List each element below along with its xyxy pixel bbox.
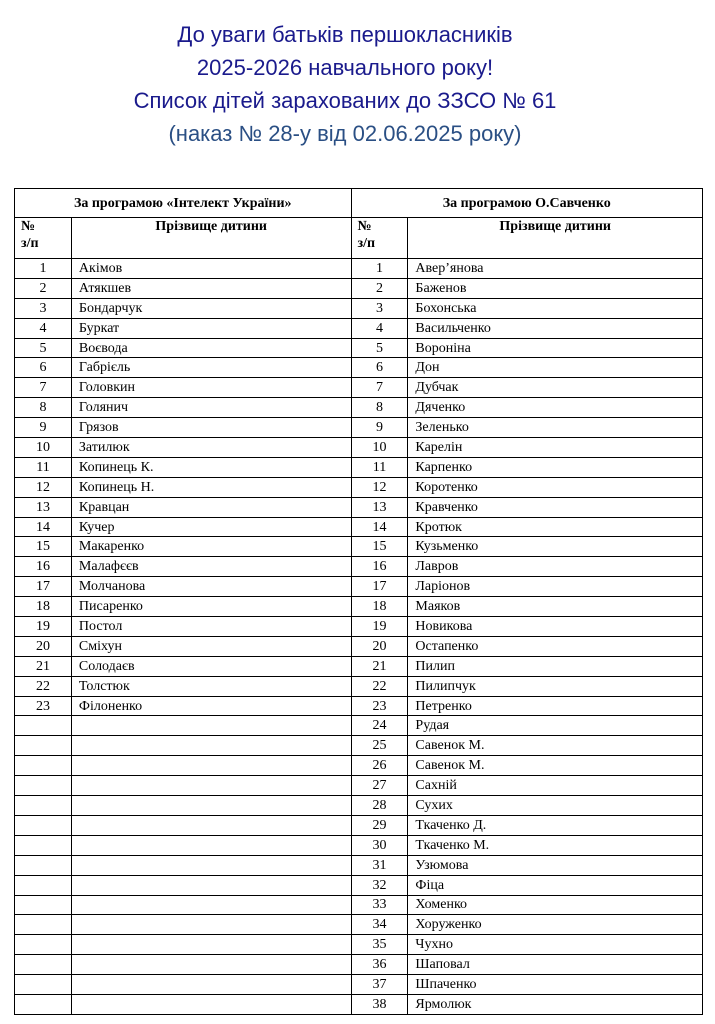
right-number-cell: 31	[351, 855, 408, 875]
left-number-cell	[15, 835, 72, 855]
right-name-cell: Карелін	[408, 438, 703, 458]
left-name-cell: Затилюк	[71, 438, 351, 458]
table-row	[15, 815, 703, 835]
right-name-cell: Шпаченко	[408, 975, 703, 995]
right-number-cell: 14	[351, 517, 408, 537]
right-name-cell: Сухих	[408, 796, 703, 816]
left-number-cell: 9	[15, 418, 72, 438]
left-number-cell: 2	[15, 278, 72, 298]
left-name-cell: Толстюк	[71, 676, 351, 696]
right-number-cell: 13	[351, 497, 408, 517]
right-name-cell: Шаповал	[408, 955, 703, 975]
left-number-cell	[15, 915, 72, 935]
left-name-cell: Постол	[71, 617, 351, 637]
left-name-cell	[71, 815, 351, 835]
left-number-cell	[15, 895, 72, 915]
table-row	[15, 935, 703, 955]
left-number-cell	[15, 875, 72, 895]
right-number-cell: 28	[351, 796, 408, 816]
table-row	[15, 994, 703, 1014]
table-row	[15, 378, 703, 398]
right-number-cell: 10	[351, 438, 408, 458]
table-row	[15, 875, 703, 895]
table-row	[15, 418, 703, 438]
left-name-cell: Габрієль	[71, 358, 351, 378]
right-name-cell: Карпенко	[408, 457, 703, 477]
left-name-cell: Сміхун	[71, 636, 351, 656]
table-row	[15, 716, 703, 736]
right-name-cell: Новикова	[408, 617, 703, 637]
table-row	[15, 557, 703, 577]
left-name-cell: Писаренко	[71, 597, 351, 617]
right-number-cell: 16	[351, 557, 408, 577]
left-name-cell: Молчанова	[71, 577, 351, 597]
table-row	[15, 796, 703, 816]
left-name-cell: Головкин	[71, 378, 351, 398]
left-number-cell: 15	[15, 537, 72, 557]
left-number-cell: 7	[15, 378, 72, 398]
left-number-cell: 3	[15, 298, 72, 318]
right-name-cell: Васильченко	[408, 318, 703, 338]
left-number-cell	[15, 815, 72, 835]
table-row	[15, 676, 703, 696]
left-name-cell	[71, 975, 351, 995]
table-row	[15, 517, 703, 537]
left-number-cell	[15, 716, 72, 736]
left-number-cell: 16	[15, 557, 72, 577]
table-row	[15, 497, 703, 517]
right-number-cell: 17	[351, 577, 408, 597]
right-number-cell: 32	[351, 875, 408, 895]
right-name-cell: Пилип	[408, 656, 703, 676]
right-name-cell: Вороніна	[408, 338, 703, 358]
right-name-header: Прізвище дитини	[408, 218, 703, 259]
right-number-cell: 30	[351, 835, 408, 855]
right-name-cell: Савенок М.	[408, 736, 703, 756]
left-name-cell: Бондарчук	[71, 298, 351, 318]
table-row	[15, 358, 703, 378]
left-name-cell	[71, 756, 351, 776]
left-name-cell	[71, 796, 351, 816]
table-row	[15, 835, 703, 855]
table-row	[15, 278, 703, 298]
left-name-cell	[71, 776, 351, 796]
left-name-cell	[71, 895, 351, 915]
right-number-cell: 18	[351, 597, 408, 617]
left-number-cell	[15, 975, 72, 995]
left-name-cell: Макаренко	[71, 537, 351, 557]
table-row	[15, 298, 703, 318]
table-row	[15, 636, 703, 656]
header-line-2: 2025-2026 навчального року!	[196, 55, 494, 80]
right-name-cell: Кротюк	[408, 517, 703, 537]
table-row	[15, 259, 703, 279]
right-name-cell: Ткаченко М.	[408, 835, 703, 855]
left-number-cell: 10	[15, 438, 72, 458]
table-row	[15, 477, 703, 497]
right-number-cell: 23	[351, 696, 408, 716]
right-name-cell: Петренко	[408, 696, 703, 716]
right-number-cell: 19	[351, 617, 408, 637]
right-number-cell: 35	[351, 935, 408, 955]
right-number-cell: 8	[351, 398, 408, 418]
left-number-cell: 13	[15, 497, 72, 517]
table-row	[15, 338, 703, 358]
right-name-cell: Ярмолюк	[408, 994, 703, 1014]
left-number-cell: 4	[15, 318, 72, 338]
right-number-cell: 27	[351, 776, 408, 796]
right-name-cell: Баженов	[408, 278, 703, 298]
left-name-cell	[71, 915, 351, 935]
announcement-header	[0, 18, 690, 150]
left-number-cell: 21	[15, 656, 72, 676]
right-number-cell: 4	[351, 318, 408, 338]
right-number-cell: 7	[351, 378, 408, 398]
table-row	[15, 696, 703, 716]
left-number-cell: 11	[15, 457, 72, 477]
left-name-header: Прізвище дитини	[71, 218, 351, 259]
table-row	[15, 318, 703, 338]
left-name-cell: Голянич	[71, 398, 351, 418]
table-row	[15, 756, 703, 776]
header-line-3: Список дітей зарахованих до ЗЗСО № 61	[133, 88, 557, 113]
left-number-cell: 14	[15, 517, 72, 537]
right-number-cell: 25	[351, 736, 408, 756]
right-name-cell: Кузьменко	[408, 537, 703, 557]
left-name-cell: Кравцан	[71, 497, 351, 517]
right-name-cell: Ларіонов	[408, 577, 703, 597]
right-program-header: За програмою О.Савченко	[351, 189, 703, 218]
table-row	[15, 955, 703, 975]
right-number-cell: 22	[351, 676, 408, 696]
left-number-cell: 12	[15, 477, 72, 497]
left-number-cell: 19	[15, 617, 72, 637]
left-name-cell	[71, 935, 351, 955]
right-number-cell: 36	[351, 955, 408, 975]
left-name-cell: Буркат	[71, 318, 351, 338]
right-name-cell: Лавров	[408, 557, 703, 577]
right-name-cell: Дяченко	[408, 398, 703, 418]
left-number-cell: 23	[15, 696, 72, 716]
right-name-cell: Ткаченко Д.	[408, 815, 703, 835]
table-row	[15, 577, 703, 597]
left-number-cell	[15, 776, 72, 796]
right-name-cell: Хоруженко	[408, 915, 703, 935]
right-name-cell: Дон	[408, 358, 703, 378]
left-number-cell: 18	[15, 597, 72, 617]
enrollment-table	[14, 188, 703, 1015]
left-name-cell	[71, 955, 351, 975]
left-number-cell: 6	[15, 358, 72, 378]
right-number-cell: 3	[351, 298, 408, 318]
right-number-cell: 26	[351, 756, 408, 776]
right-name-cell: Пилипчук	[408, 676, 703, 696]
table-row	[15, 776, 703, 796]
left-name-cell: Кучер	[71, 517, 351, 537]
right-name-cell: Дубчак	[408, 378, 703, 398]
left-name-cell: Малафєєв	[71, 557, 351, 577]
right-number-cell: 29	[351, 815, 408, 835]
table-row	[15, 398, 703, 418]
table-row	[15, 736, 703, 756]
left-name-cell: Філоненко	[71, 696, 351, 716]
order-reference: (наказ № 28-у від 02.06.2025 року)	[168, 121, 522, 146]
left-program-header: За програмою «Інтелект України»	[15, 189, 352, 218]
right-name-cell: Сахній	[408, 776, 703, 796]
right-name-cell: Рудая	[408, 716, 703, 736]
right-number-cell: 2	[351, 278, 408, 298]
table-row	[15, 855, 703, 875]
left-number-cell	[15, 935, 72, 955]
left-number-cell: 17	[15, 577, 72, 597]
right-name-cell: Кравченко	[408, 497, 703, 517]
table-row	[15, 537, 703, 557]
right-number-cell: 38	[351, 994, 408, 1014]
right-name-cell: Бохонська	[408, 298, 703, 318]
right-name-cell: Фіца	[408, 875, 703, 895]
right-name-cell: Маяков	[408, 597, 703, 617]
right-number-cell: 34	[351, 915, 408, 935]
left-name-cell	[71, 875, 351, 895]
left-number-cell	[15, 994, 72, 1014]
left-name-cell	[71, 716, 351, 736]
left-number-cell	[15, 796, 72, 816]
left-number-cell	[15, 955, 72, 975]
right-name-cell: Остапенко	[408, 636, 703, 656]
left-name-cell	[71, 994, 351, 1014]
table-row	[15, 457, 703, 477]
left-number-cell: 1	[15, 259, 72, 279]
right-number-cell: 33	[351, 895, 408, 915]
right-number-cell: 15	[351, 537, 408, 557]
table-row	[15, 597, 703, 617]
left-name-cell: Атякшев	[71, 278, 351, 298]
left-number-cell: 8	[15, 398, 72, 418]
right-name-cell: Хоменко	[408, 895, 703, 915]
right-number-cell: 24	[351, 716, 408, 736]
right-name-cell: Зеленько	[408, 418, 703, 438]
right-name-cell: Авер’янова	[408, 259, 703, 279]
table-row	[15, 915, 703, 935]
right-number-cell: 6	[351, 358, 408, 378]
table-row	[15, 656, 703, 676]
left-name-cell	[71, 736, 351, 756]
left-name-cell: Копинець К.	[71, 457, 351, 477]
right-number-cell: 12	[351, 477, 408, 497]
right-name-cell: Коротенко	[408, 477, 703, 497]
left-number-cell	[15, 756, 72, 776]
left-number-cell: 20	[15, 636, 72, 656]
right-number-cell: 1	[351, 259, 408, 279]
right-name-cell: Узюмова	[408, 855, 703, 875]
right-number-cell: 9	[351, 418, 408, 438]
left-name-cell: Воєвода	[71, 338, 351, 358]
table-row	[15, 438, 703, 458]
right-number-cell: 11	[351, 457, 408, 477]
right-number-cell: 21	[351, 656, 408, 676]
right-number-cell: 20	[351, 636, 408, 656]
left-number-header: № з/п	[15, 218, 72, 259]
right-name-cell: Чухно	[408, 935, 703, 955]
table-row	[15, 975, 703, 995]
right-number-cell: 5	[351, 338, 408, 358]
left-name-cell: Копинець Н.	[71, 477, 351, 497]
left-number-cell: 5	[15, 338, 72, 358]
left-name-cell	[71, 835, 351, 855]
left-number-cell	[15, 855, 72, 875]
left-number-cell	[15, 736, 72, 756]
left-name-cell	[71, 855, 351, 875]
header-line-1: До уваги батьків першокласників	[177, 22, 513, 47]
right-name-cell: Савенок М.	[408, 756, 703, 776]
left-name-cell: Акімов	[71, 259, 351, 279]
left-name-cell: Солодаєв	[71, 656, 351, 676]
table-row	[15, 895, 703, 915]
left-number-cell: 22	[15, 676, 72, 696]
table-row	[15, 617, 703, 637]
left-name-cell: Грязов	[71, 418, 351, 438]
right-number-cell: 37	[351, 975, 408, 995]
right-number-header: № з/п	[351, 218, 408, 259]
